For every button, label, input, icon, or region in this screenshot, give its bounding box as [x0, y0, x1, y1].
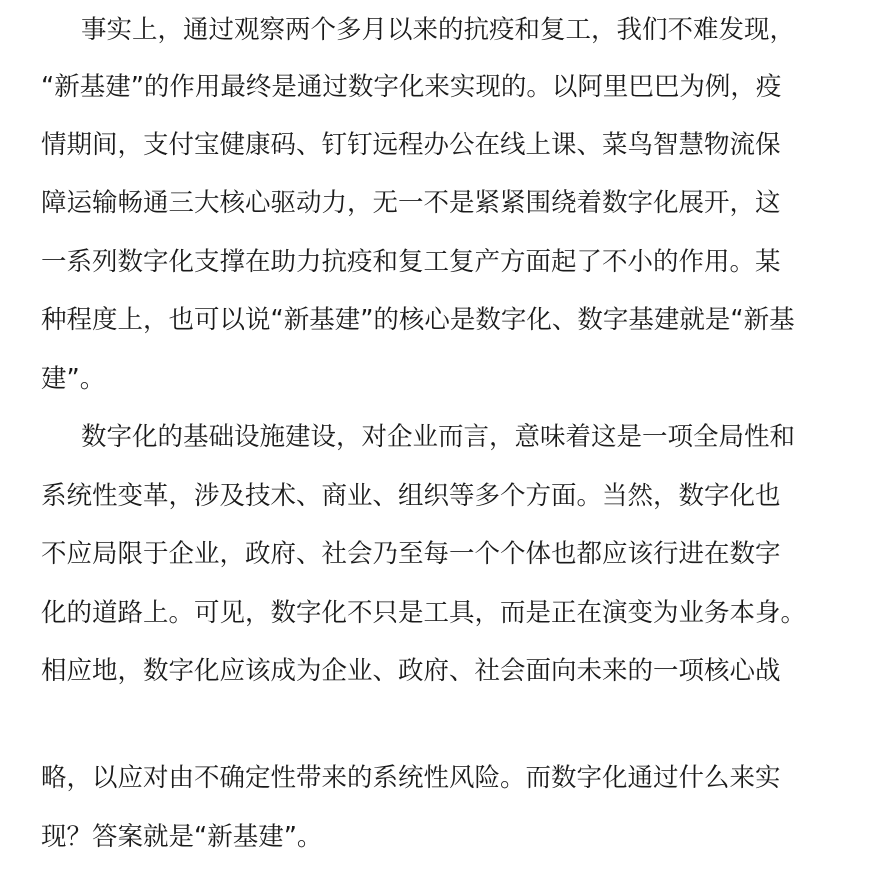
- paragraph-1-line-1: 事实上，通过观察两个多月以来的抗疫和复工，我们不难发现，: [81, 15, 796, 45]
- paragraph-1-line-2: “新基建”的作用最终是通过数字化来实现的。以阿里巴巴为例，疫: [41, 72, 782, 102]
- paragraph-2-line-2: 系统性变革，涉及技术、商业、组织等多个方面。当然，数字化也: [41, 481, 781, 511]
- paragraph-1-line-4: 障运输畅通三大核心驱动力，无一不是紧紧围绕着数字化展开，这: [41, 188, 781, 218]
- paragraph-2-line-7: 现？答案就是“新基建”。: [41, 822, 323, 852]
- paragraph-2-line-3: 不应局限于企业，政府、社会乃至每一个个体也都应该行进在数字: [41, 539, 781, 569]
- paragraph-2-line-5: 相应地，数字化应该成为企业、政府、社会面向未来的一项核心战: [41, 656, 781, 686]
- paragraph-2-line-4: 化的道路上。可见，数字化不只是工具，而是正在演变为业务本身。: [41, 598, 807, 628]
- paragraph-1-line-6: 种程度上，也可以说“新基建”的核心是数字化、数字基建就是“新基: [41, 305, 795, 335]
- paragraph-2-line-1: 数字化的基础设施建设，对企业而言，意味着这是一项全局性和: [81, 422, 796, 452]
- paragraph-1-line-3: 情期间，支付宝健康码、钉钉远程办公在线上课、菜鸟智慧物流保: [41, 130, 781, 160]
- paragraph-1-line-5: 一系列数字化支撑在助力抗疫和复工复产方面起了不小的作用。某: [41, 247, 781, 277]
- paragraph-2-line-6: 略，以应对由不确定性带来的系统性风险。而数字化通过什么来实: [41, 763, 781, 793]
- paragraph-1-line-7: 建”。: [41, 364, 106, 394]
